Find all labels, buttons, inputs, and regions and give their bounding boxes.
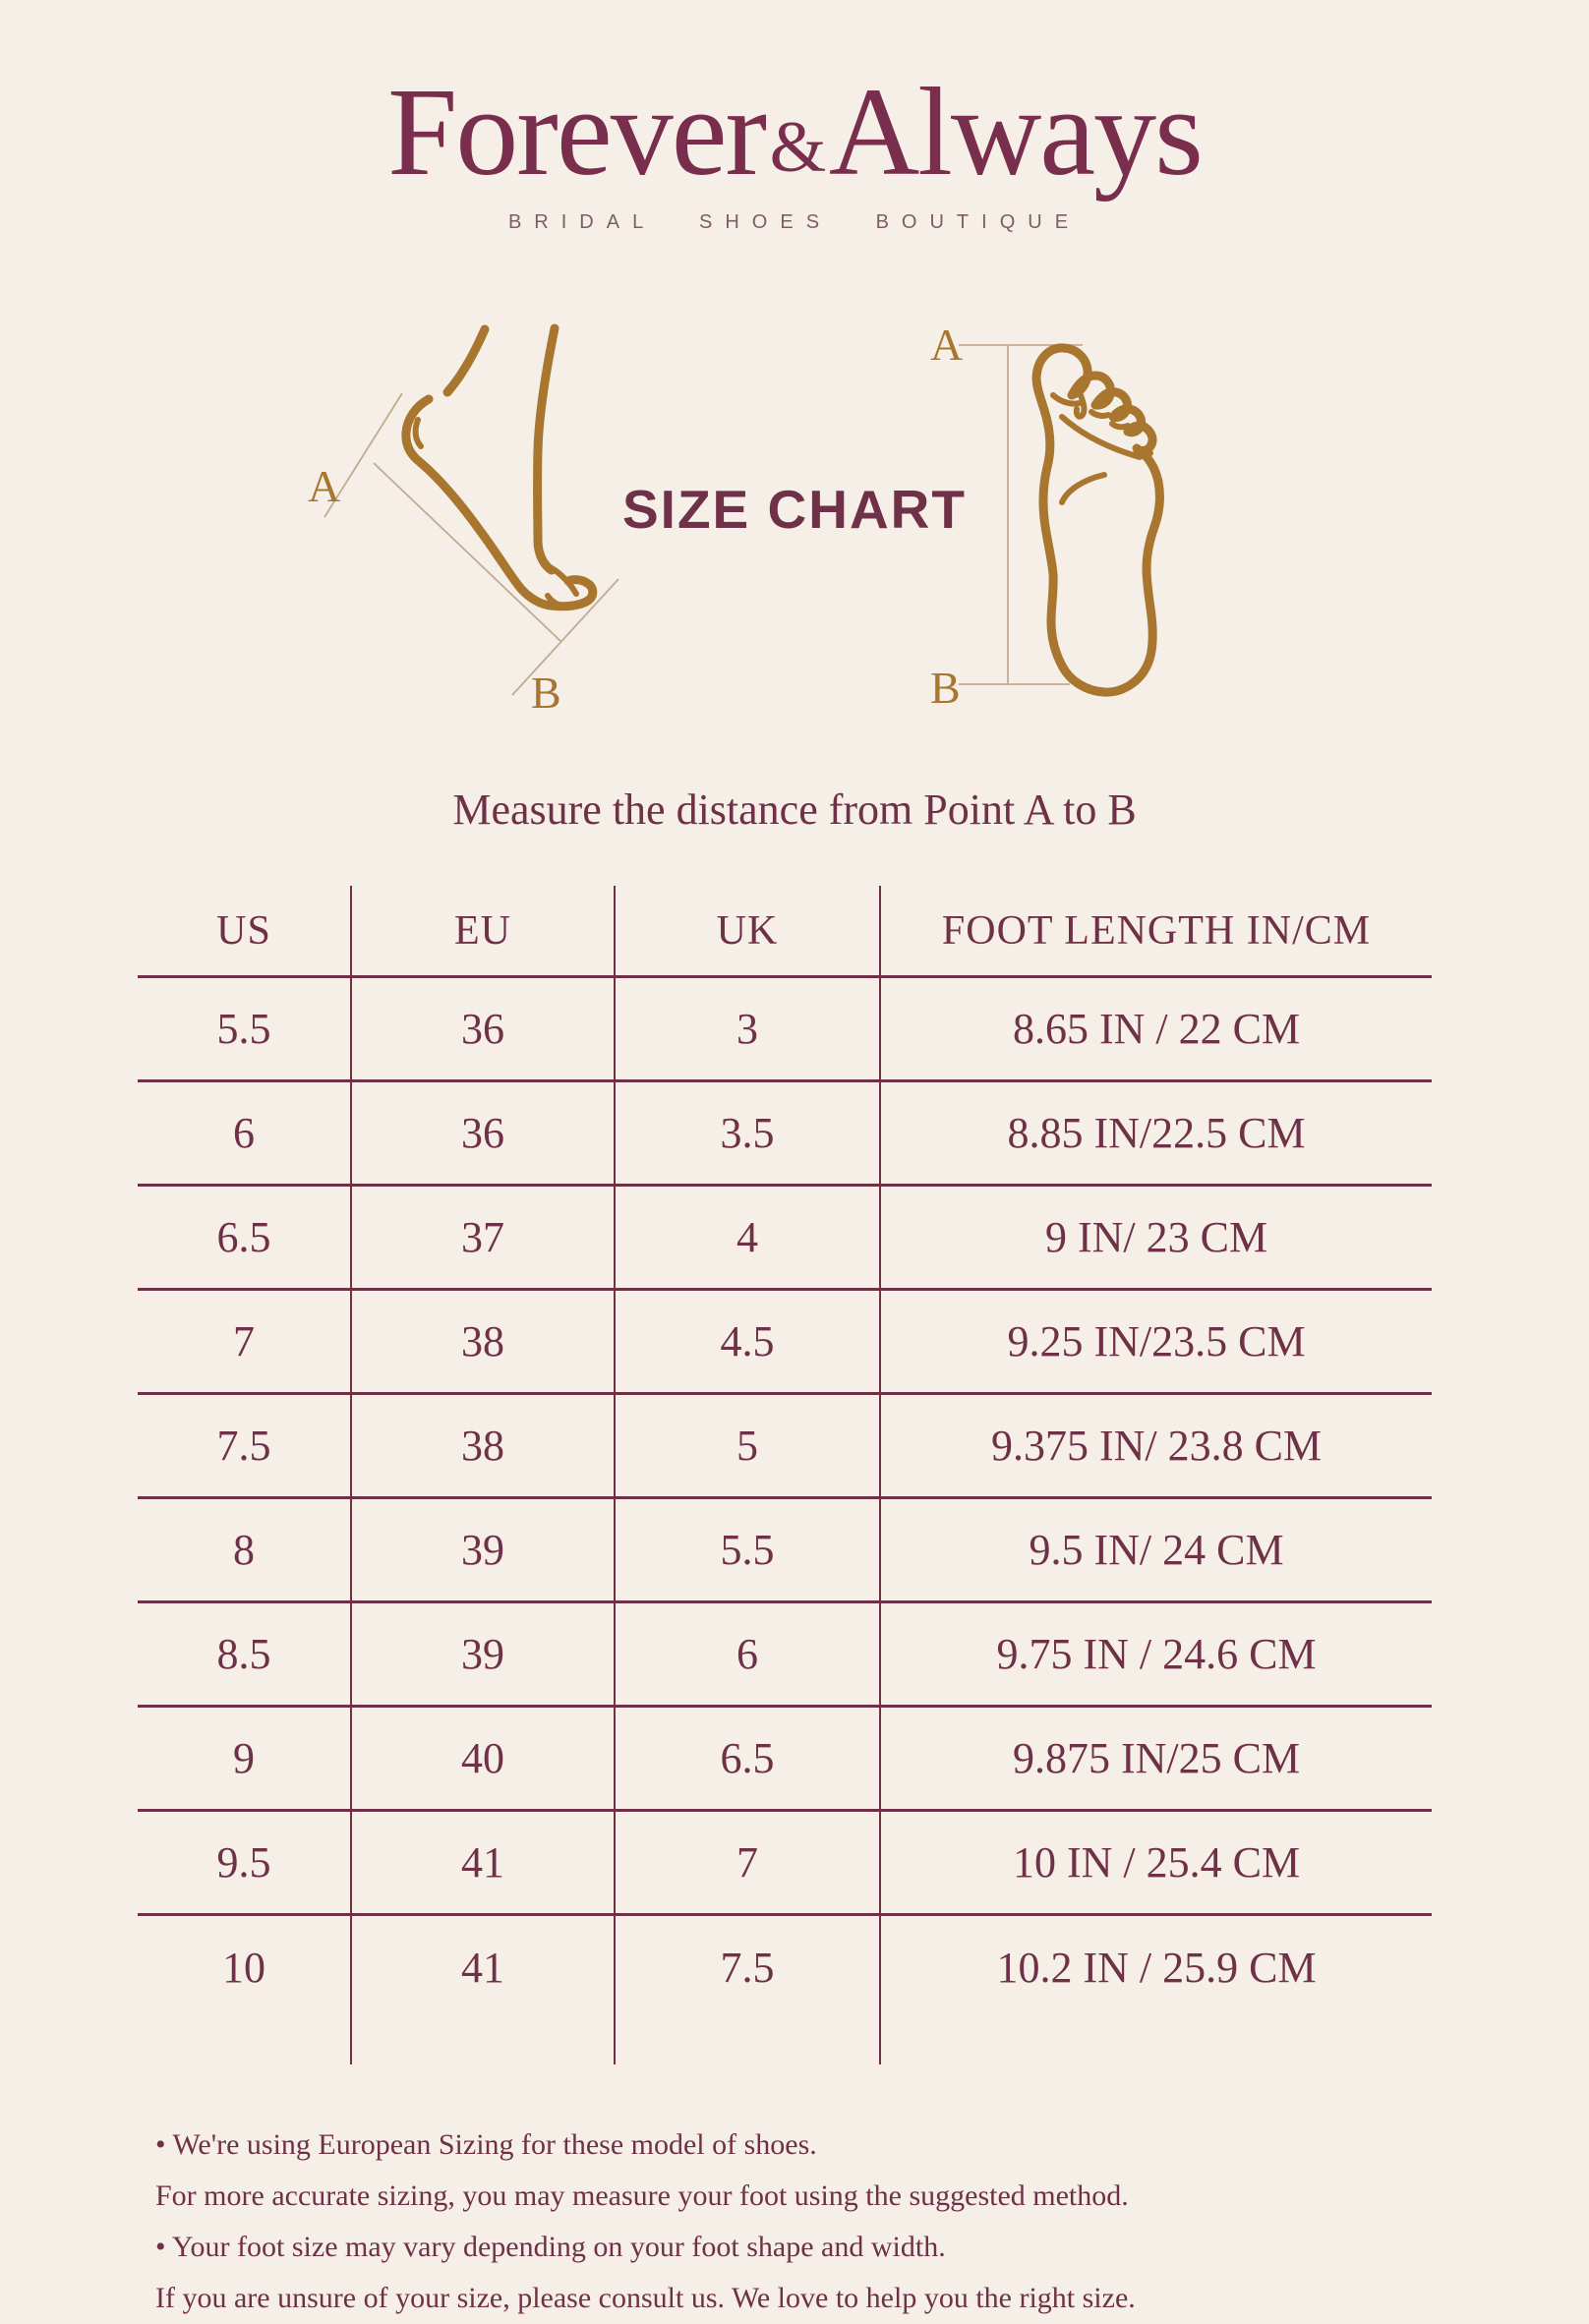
table-row [138,1811,1432,1915]
col-header-uk: UK [615,886,880,977]
table-cell-foot-length: 8.65 IN / 22 CM [880,977,1432,1081]
sole-point-a-label: A [930,319,964,370]
table-cell-eu: 41 [351,1811,615,1915]
table-row [138,1186,1432,1290]
brand-word-forever: Forever [387,62,766,202]
table-row [138,1498,1432,1602]
table-cell-foot-length: 9.375 IN/ 23.8 CM [880,1394,1432,1498]
table-row [138,1915,1432,2019]
table-cell-uk: 4.5 [615,1290,880,1394]
size-chart-title: SIZE CHART [622,478,967,540]
measurement-diagram [0,295,1589,757]
brand-ampersand: & [769,107,825,189]
table-cell-eu: 36 [351,977,615,1081]
table-cell-uk: 3 [615,977,880,1081]
table-cell-foot-length: 9.75 IN / 24.6 CM [880,1602,1432,1707]
table-cell-foot-length: 10.2 IN / 25.9 CM [996,1944,1317,1993]
table-cell-uk: 3.5 [615,1081,880,1186]
note-line: • Your foot size may vary depending on your foot shape and width. [155,2230,946,2263]
table-cell-eu: 39 [351,1498,615,1602]
table-row [138,1707,1432,1811]
measurement-caption: Measure the distance from Point A to B [452,784,1137,834]
table-cell-foot-length: 10 IN / 25.4 CM [880,1811,1432,1915]
brand-header [0,0,1589,234]
table-cell-us: 5.5 [138,977,351,1081]
table-filler-row [138,2019,1432,2064]
table-cell-eu: 37 [351,1186,615,1290]
col-header-us: US [138,886,351,977]
col-header-foot-length: FOOT LENGTH IN/CM [880,886,1432,977]
col-header-eu: EU [351,886,615,977]
side-point-b-label: B [531,667,561,718]
sole-point-b-label: B [930,662,961,713]
table-cell-us: 6 [138,1081,351,1186]
note-line: For more accurate sizing, you may measure your foot using the suggested method. [155,2179,1129,2212]
table-row [138,1290,1432,1394]
table-cell-foot-length: 9.25 IN/23.5 CM [880,1290,1432,1394]
table-cell-eu: 41 [351,1915,615,2019]
side-point-a-label: A [308,460,341,511]
table-cell-foot-length: 9 IN/ 23 CM [880,1186,1432,1290]
table-cell-foot-length: 9.875 IN/25 CM [880,1707,1432,1811]
brand-logo [0,63,1589,202]
table-cell-us: 10 [138,1915,351,2019]
table-cell-uk: 4 [615,1186,880,1290]
brand-subtitle: BRIDAL SHOES BOUTIQUE [507,210,1082,233]
size-table [138,886,1432,2064]
foot-sole-illustration [922,313,1266,726]
table-cell-eu: 38 [351,1394,615,1498]
table-cell-eu: 40 [351,1707,615,1811]
table-row [138,1394,1432,1498]
table-row [138,1081,1432,1186]
table-row [138,977,1432,1081]
table-cell-us: 6.5 [138,1186,351,1290]
table-cell-eu: 38 [351,1290,615,1394]
table-cell-us: 7.5 [138,1394,351,1498]
table-cell-eu: 39 [351,1602,615,1707]
brand-word-always: Always [828,62,1202,202]
table-cell-uk: 6 [615,1602,880,1707]
table-cell-foot-length: 9.5 IN/ 24 CM [880,1498,1432,1602]
table-header-row [138,886,1432,977]
table-cell-us: 8 [138,1498,351,1602]
table-cell-us: 8.5 [138,1602,351,1707]
note-line: If you are unsure of your size, please consult us. We love to help you the right size. [155,2281,1136,2314]
table-cell-eu: 36 [351,1081,615,1186]
table-cell-us: 9.5 [138,1811,351,1915]
table-row [138,1602,1432,1707]
size-table-body [138,977,1432,2019]
table-cell-foot-length: 8.85 IN/22.5 CM [880,1081,1432,1186]
table-cell-uk: 7 [615,1811,880,1915]
table-cell-uk: 6.5 [615,1707,880,1811]
table-cell-uk: 5 [615,1394,880,1498]
table-cell-uk: 7.5 [615,1915,880,2019]
table-cell-uk: 5.5 [615,1498,880,1602]
sizing-notes [155,2120,1589,2324]
table-cell-us: 9 [138,1707,351,1811]
table-cell-us: 7 [138,1290,351,1394]
note-line: • We're using European Sizing for these model of shoes. [155,2127,817,2161]
